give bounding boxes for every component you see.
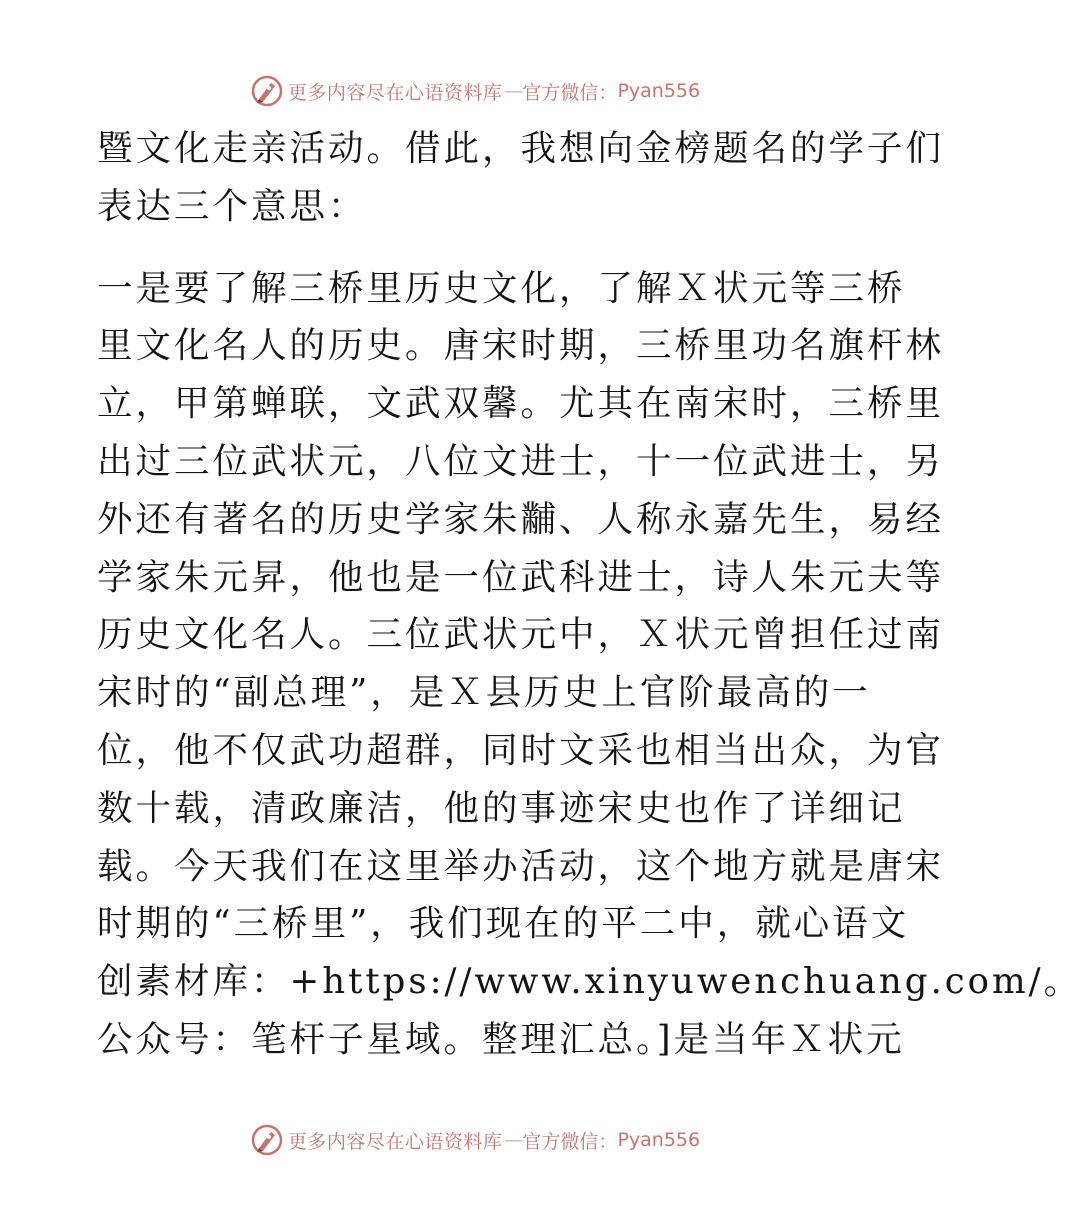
paragraph-2 — [97, 260, 1082, 1069]
document-body — [97, 120, 1082, 1069]
watermark-separator: — — [504, 80, 521, 102]
text-line: 暨文化走亲活动。借此，我想向金榜题名的学子们 — [97, 128, 945, 169]
text-line: 立，甲第蝉联，文武双馨。尤其在南宋时，三桥里 — [97, 383, 945, 425]
text-line: 数十载，清政廉洁，他的事迹宋史也作了详细记 — [97, 787, 906, 829]
text-line: 载。今天我们在这里举办活动，这个地方就是唐宋 — [97, 845, 945, 887]
text-line: 创素材库：+https://www.xinyuwenchuang.com/。 — [97, 961, 1082, 1003]
text-line: 历史文化名人。三位武状元中，Ｘ状元曾担任过南 — [97, 614, 945, 656]
watermark-separator: — — [504, 1129, 521, 1151]
text-line: 宋时的“副总理”，是Ｘ县历史上官阶最高的一 — [97, 672, 871, 714]
paragraph-1 — [97, 120, 945, 236]
footer-watermark — [0, 1120, 950, 1160]
watermark-site-text: 更多内容尽在心语资料库 — [287, 81, 503, 104]
text-line: 位，他不仅武功超群，同时文采也相当出众，为官 — [97, 729, 945, 771]
watermark-wechat-label: 官方微信： — [522, 1130, 618, 1153]
text-line: 出过三位武状元，八位文进士，十一位武进士，另 — [97, 440, 945, 482]
text-line: 公众号：笔杆子星域。整理汇总。]是当年Ｘ状元 — [97, 1018, 905, 1060]
watermark-site-text: 更多内容尽在心语资料库 — [287, 1130, 503, 1153]
text-line: 一是要了解三桥里历史文化，了解Ｘ状元等三桥 — [97, 267, 906, 309]
text-line: 表达三个意思： — [97, 185, 367, 227]
watermark-wechat-label: 官方微信： — [522, 81, 618, 104]
watermark-wechat-id: Pyan556 — [617, 80, 701, 102]
text-line: 学家朱元昇，他也是一位武科进士，诗人朱元夫等 — [97, 556, 945, 598]
watermark-wechat-id: Pyan556 — [617, 1129, 701, 1151]
header-watermark — [0, 71, 950, 111]
pen-logo-icon — [250, 74, 284, 108]
text-line: 外还有著名的历史学家朱黼、人称永嘉先生，易经 — [97, 498, 945, 540]
pen-logo-icon — [250, 1123, 284, 1157]
text-line: 时期的“三桥里”，我们现在的平二中，就心语文 — [97, 903, 910, 945]
text-line: 里文化名人的历史。唐宋时期，三桥里功名旗杆林 — [97, 325, 945, 367]
